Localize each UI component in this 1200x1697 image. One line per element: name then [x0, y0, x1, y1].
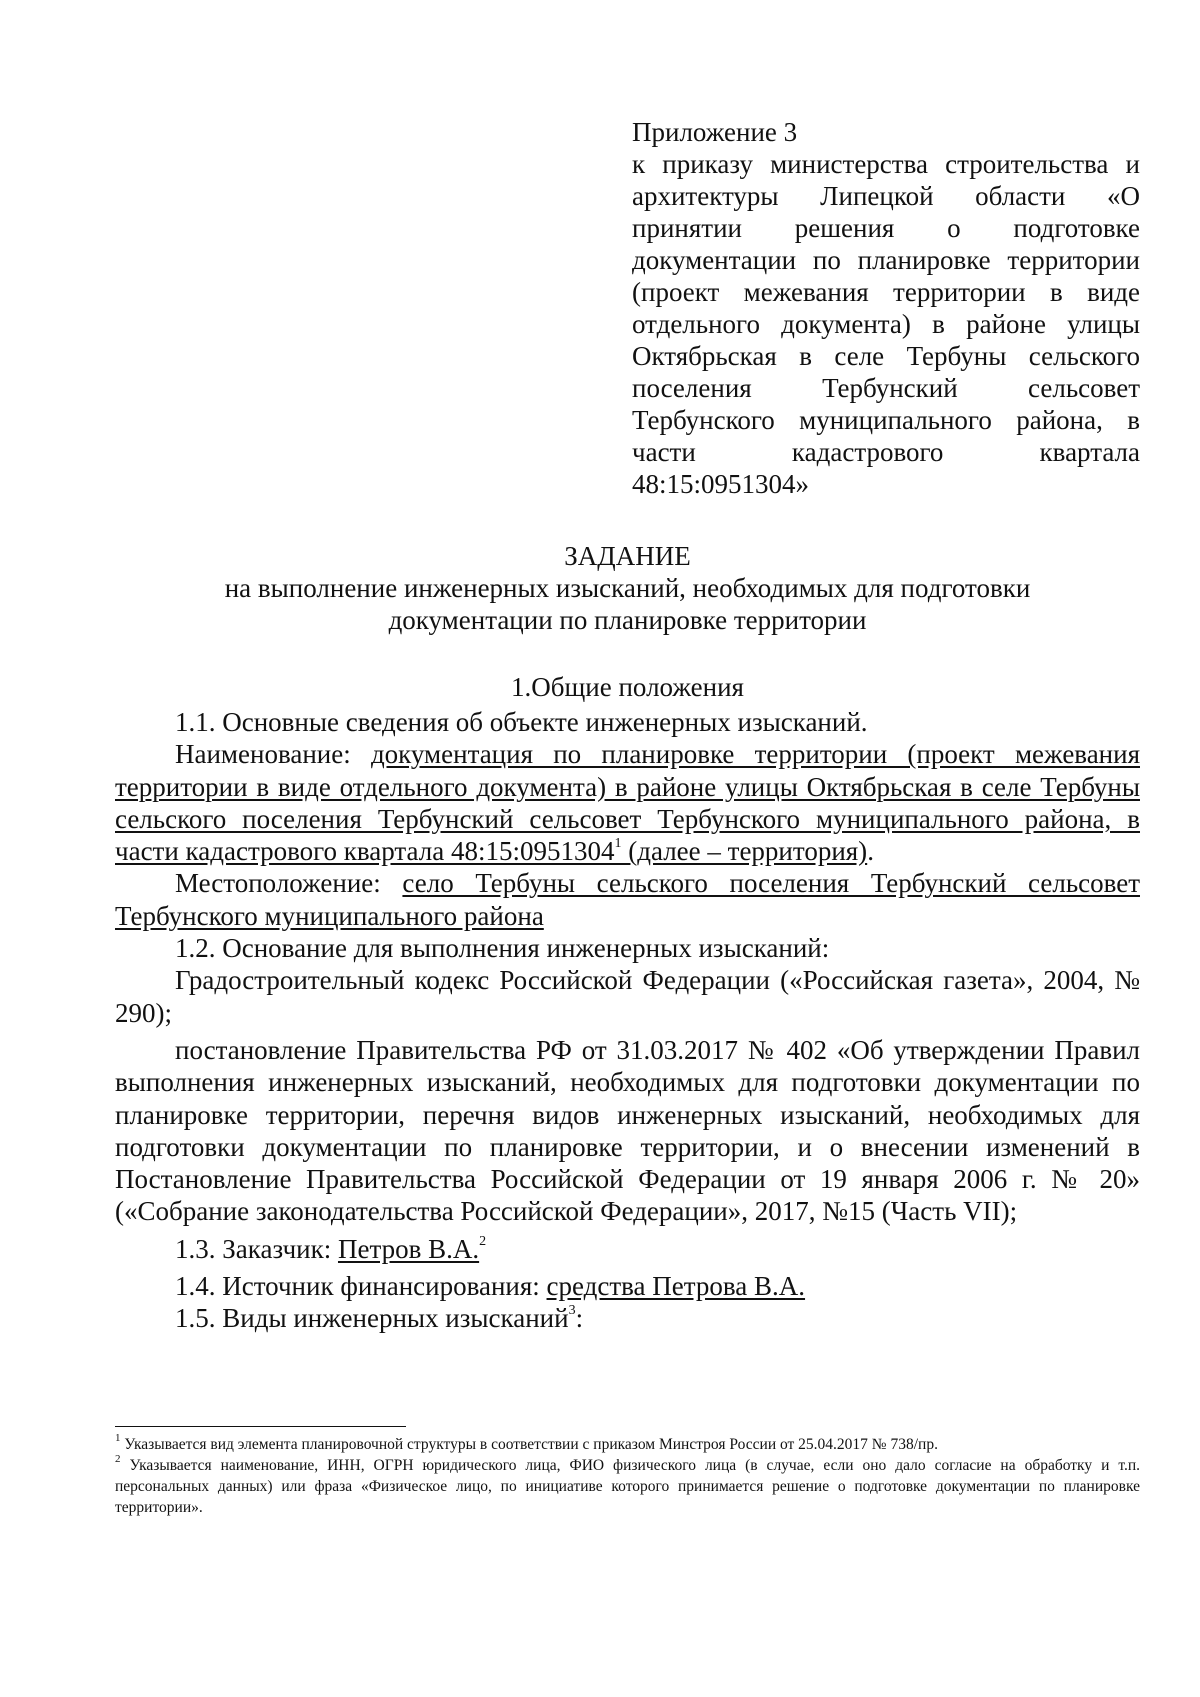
- footnote-2-text: Указывается наименование, ИНН, ОГРН юридического лица, ФИО физического лица (в случае, если оно дало согласие на обработку и т.п. персональных данных) или фраза «Физическое лицо, по инициативе которого принимается решение о подготовке документации по планировке территории».: [115, 1457, 1140, 1516]
- appendix-block: [632, 116, 1140, 500]
- footnote-1: [115, 1431, 1140, 1455]
- name-paragraph: [115, 738, 1140, 867]
- footnote-2-number: 2: [115, 1452, 121, 1465]
- footnote-ref-2: 2: [479, 1233, 487, 1249]
- name-value-text: документация по планировке территории (проект межевания территории в виде отдельного документа) в районе улицы Октябрьская в селе Тербуны сельского поселения Тербунский сельсовет Тербунского муниципального района, в части кадастрового квартала 48:15:0951304: [115, 739, 1140, 867]
- appendix-title: Приложение 3: [632, 117, 798, 147]
- footnote-1-text: Указывается вид элемента планировочной структуры в соответствии с приказом Минстроя России от 25.04.2017 № 738/пр.: [120, 1436, 938, 1453]
- footnote-1-number: 1: [115, 1431, 121, 1444]
- types-label: 1.5. Виды инженерных изысканий: [175, 1303, 569, 1334]
- basis-2: постановление Правительства РФ от 31.03.2017 № 402 «Об утверждении Правил выполнения инженерных изысканий, необходимых для подготовки документации по планировке территории, перечня видов инженерных изысканий, необходимых для подготовки документации по планировке территории, и о внесении изменений в Постановление Правительства Российской Федерации от 19 января 2006 г. № 20» («Собрание законодательства Российской Федерации», 2017, №15 (Часть VII);: [115, 1034, 1140, 1227]
- name-end: .: [867, 836, 874, 867]
- item-1-1: 1.1. Основные сведения об объекте инженерных изысканий.: [175, 707, 868, 737]
- footnote-separator: [115, 1426, 406, 1427]
- customer-value: Петров В.А.: [337, 1233, 480, 1264]
- location-value: село Тербуны сельского поселения Тербунский сельсовет Тербунского муниципального района: [115, 868, 1140, 931]
- location-label: Местоположение:: [175, 868, 403, 899]
- funding-label: 1.4. Источник финансирования:: [175, 1271, 547, 1302]
- task-subtitle-line2: документации по планировке территории: [388, 605, 867, 635]
- task-title: ЗАДАНИЕ: [564, 541, 691, 571]
- customer-label: 1.3. Заказчик:: [175, 1233, 338, 1264]
- footnotes: [115, 1431, 1140, 1518]
- appendix-text: к приказу министерства строительства и архитектуры Липецкой области «О принятии решения о подготовке документации по планировке территории (проект межевания территории в виде отдельного документа) в районе улицы Октябрьская в селе Тербуны сельского поселения Тербунский сельсовет Тербунского муниципального района, в части кадастрового квартала 48:15:0951304»: [632, 149, 1140, 499]
- task-subtitle-line1: на выполнение инженерных изысканий, необходимых для подготовки: [224, 573, 1031, 603]
- location-paragraph: [115, 867, 1140, 932]
- footnote-2: [115, 1452, 1140, 1518]
- main-text: [115, 706, 1140, 1335]
- funding-value: средства Петрова В.А.: [546, 1271, 806, 1302]
- customer-paragraph: [115, 1233, 1140, 1265]
- item-1-2: 1.2. Основание для выполнения инженерных изысканий:: [175, 933, 830, 964]
- section-title: 1.Общие положения: [511, 672, 744, 702]
- basis-1: Градостроительный кодекс Российской Федерации («Российская газета», 2004, № 290);: [115, 965, 1140, 1028]
- footnote-ref-1: 1: [614, 836, 622, 852]
- funding-paragraph: [115, 1270, 1140, 1302]
- types-paragraph: [115, 1302, 1140, 1334]
- name-label: Наименование:: [175, 739, 371, 770]
- footnote-ref-3: 3: [568, 1303, 576, 1319]
- name-tail: (далее – территория): [621, 836, 868, 867]
- types-end: :: [575, 1303, 584, 1334]
